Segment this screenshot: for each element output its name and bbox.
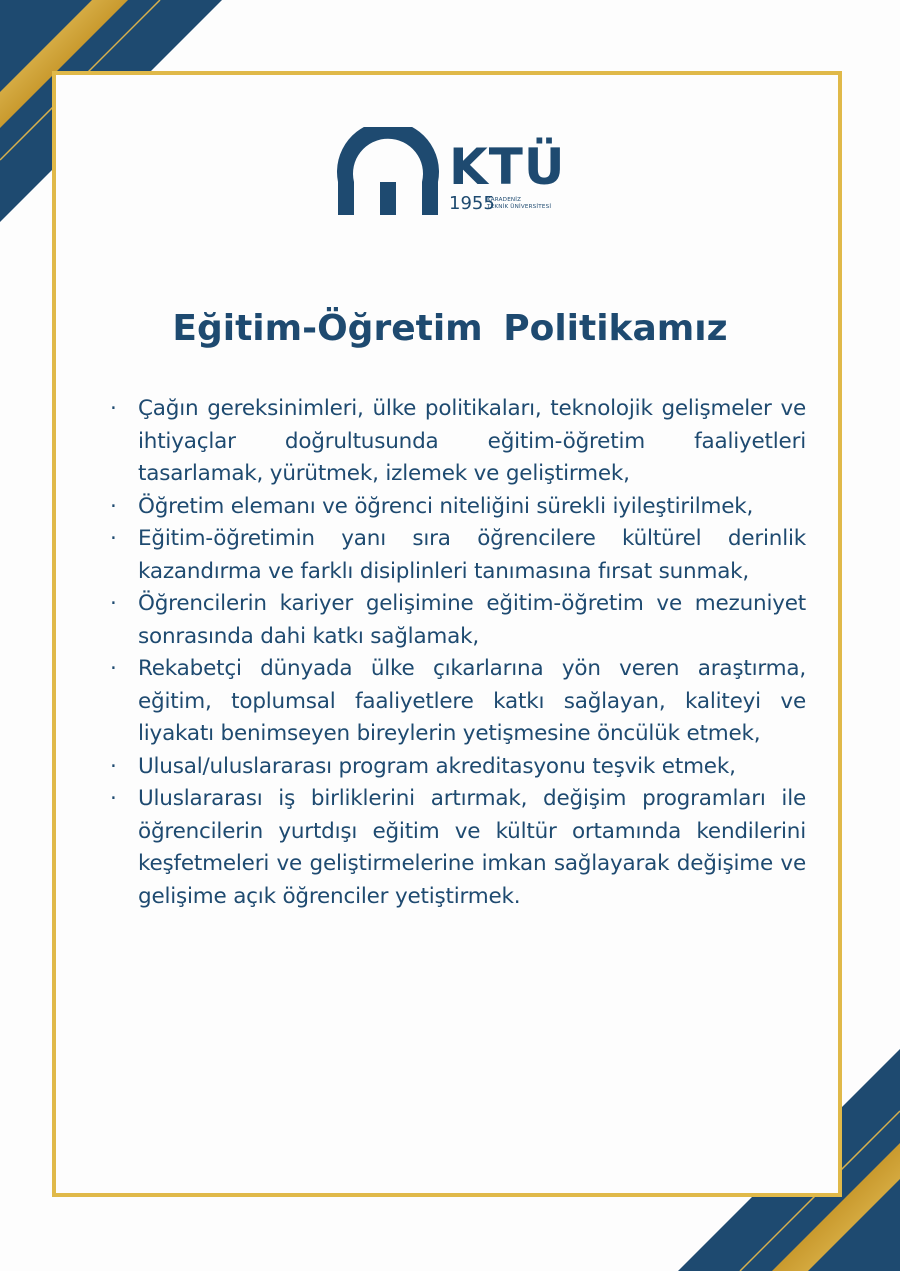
logo-year: 1955 [449, 193, 495, 214]
policy-text: Uluslararası iş birliklerini artırmak, değişim programları ile öğrencilerin yurtdışı eğitim ve kültür ortamında kendilerini keşfetmeleri ve geliştirmelerine imkan sağlayarak değişime ve gelişime açık öğrenciler yetiştirmek. [138, 786, 806, 909]
policy-text: Öğretim elemanı ve öğrenci niteliğini sürekli iyileştirilmek, [138, 493, 754, 519]
policy-item [110, 491, 806, 524]
policy-text: Çağın gereksinimleri, ülke politikaları, teknolojik gelişmeler ve ihtiyaçlar doğrultusunda eğitim-öğretim faaliyetleri tasarlamak, yürütmek, izlemek ve geliştirmek, [138, 396, 806, 486]
policy-text: Ulusal/uluslararası program akreditasyonu teşvik etmek, [138, 753, 736, 779]
logo-subtitle [487, 197, 551, 211]
policy-item [110, 783, 806, 913]
bullet-icon: · [110, 753, 117, 779]
logo-subtitle-line1: KARADENİZ [487, 197, 522, 203]
policy-text: Rekabetçi dünyada ülke çıkarlarına yön veren araştırma, eğitim, toplumsal faaliyetlere katkı sağlayan, kaliteyi ve liyakatı benimseyen bireylerin yetişmesine öncülük etmek, [138, 656, 806, 746]
bullet-icon: · [110, 656, 117, 681]
bullet-icon: · [110, 493, 117, 519]
policy-text: Öğrencilerin kariyer gelişimine eğitim-öğretim ve mezuniyet sonrasında dahi katkı sağlamak, [138, 591, 806, 649]
page-title: Eğitim-Öğretim Politikamız [172, 308, 728, 349]
bullet-icon: · [110, 396, 117, 421]
logo-subtitle-line2: TEKNİK ÜNİVERSİTESİ [487, 204, 552, 210]
policy-list [110, 393, 806, 913]
policy-item [110, 523, 806, 588]
policy-item [110, 588, 806, 653]
policy-item [110, 393, 806, 491]
logo-wordmark: KTÜ [449, 138, 566, 196]
policy-item [110, 751, 806, 784]
policy-item [110, 653, 806, 751]
bullet-icon: · [110, 786, 117, 811]
policy-text: Eğitim-öğretimin yanı sıra öğrencilere kültürel derinlik kazandırma ve farklı disiplinleri tanımasına fırsat sunmak, [138, 526, 806, 584]
bullet-icon: · [110, 591, 117, 616]
bullet-icon: · [110, 526, 117, 551]
